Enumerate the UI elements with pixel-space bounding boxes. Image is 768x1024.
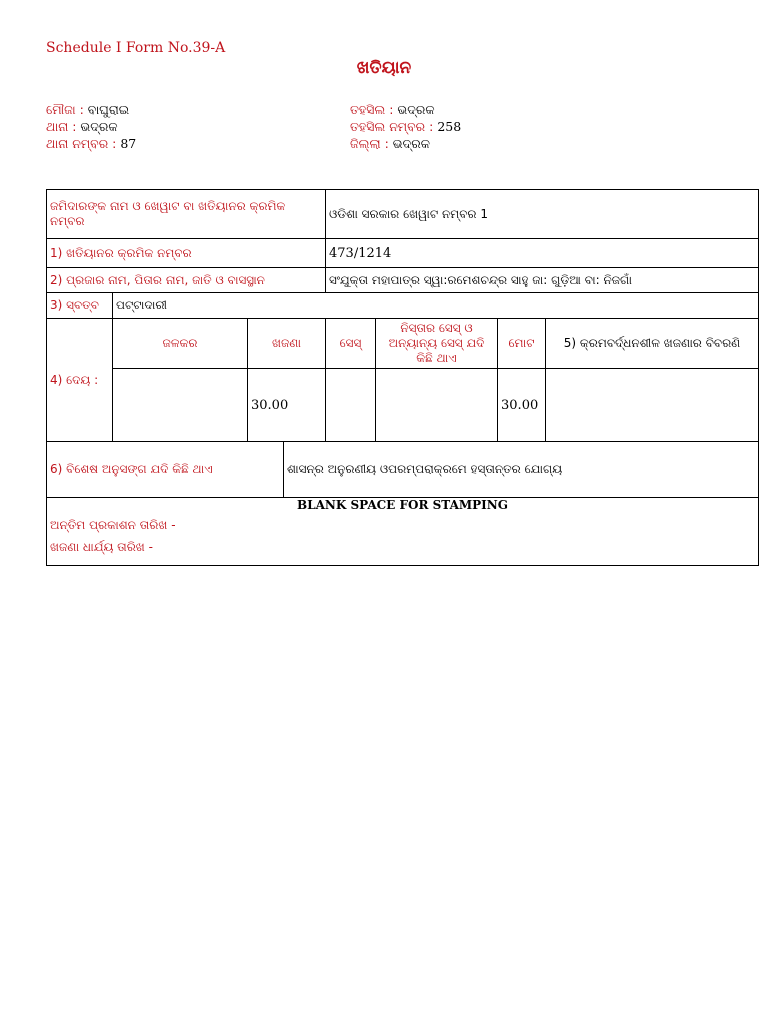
col-total: ମୋଟ (498, 319, 546, 369)
row2-value: ସଂଯୁକ୍ତା ମହାପାତ୍ର ସ୍ୱା:ରମେଶଚନ୍ଦ୍ର ସାହୁ ଜା: ଗୁଡ଼ିଆ ବା: ନିଜଗାଁ (326, 268, 759, 293)
thana-line (46, 118, 136, 135)
tahasil-line (350, 101, 461, 118)
col-nistar: ନିସ୍ତାର ସେସ୍ ଓ ଅନ୍ୟାନ୍ୟ ସେସ୍ ଯଦି କିଛି ଥାଏ (376, 319, 498, 369)
mouza-line (46, 101, 136, 118)
info-right-block (350, 101, 461, 152)
col-jalakar: ଜଳକର (113, 319, 248, 369)
tahasil-no-line (350, 118, 461, 135)
row6-label: 6) ବିଶେଷ ଅନୁସଙ୍ଗ ଯଦି କିଛି ଥାଏ (47, 442, 284, 498)
thana-no-label: ଥାନା ନମ୍ବର : (46, 136, 117, 151)
row1-label: 1) ଖତିୟାନର କ୍ରମିକ ନମ୍ବର (47, 239, 326, 268)
val-cess (326, 369, 376, 442)
col-cess: ସେସ୍ (326, 319, 376, 369)
stamp-heading: BLANK SPACE FOR STAMPING (297, 498, 509, 512)
district-value: ଭଦ୍ରକ (392, 136, 430, 151)
row-6 (47, 442, 759, 498)
row-4-values (47, 369, 759, 442)
tahasil-value: ଭଦ୍ରକ (397, 102, 435, 117)
row2-label: 2) ପ୍ରଜାର ନାମ, ପିତାର ନାମ, ଜାତି ଓ ବାସସ୍ଥାନ (47, 268, 326, 293)
val-khajana: 30.00 (248, 369, 326, 442)
tahasil-no-label: ତହସିଲ ନମ୍ବର : (350, 119, 434, 134)
district-line (350, 135, 461, 152)
final-publication-date-label: ଅନ୍ତିମ ପ୍ରକାଶନ ତାରିଖ - (50, 518, 176, 532)
record-table (46, 189, 759, 566)
district-label: ଜିଲ୍ଲା : (350, 136, 389, 151)
stamp-row (47, 498, 759, 566)
info-left-block (46, 101, 136, 152)
row6-value: ଶାସନ୍ର ଅନୁରଣୀୟ ଓପରମ୍ପରାକ୍ରମେ ହସ୍ତାନ୍ତର ଯୋଗ୍ୟ (284, 442, 759, 498)
val-progressive (546, 369, 759, 442)
col-khajana: ଖଜଣା (248, 319, 326, 369)
mouza-value: ବାଘୁରାଇ (87, 102, 130, 117)
form-number: Schedule I Form No.39-A (46, 40, 226, 56)
row-4-header (47, 319, 759, 369)
val-jalakar (113, 369, 248, 442)
landlord-row (47, 190, 759, 239)
row4-label: 4) ଦେୟ : (47, 319, 113, 442)
row3-label: 3) ସ୍ବତ୍ବ (47, 293, 113, 319)
thana-value: ଭଦ୍ରକ (80, 119, 118, 134)
row-1 (47, 239, 759, 268)
tahasil-no-value: 258 (437, 119, 462, 134)
thana-no-line (46, 135, 136, 152)
landlord-label: ଜମିଦାରଙ୍କ ନାମ ଓ ଖେୱାଟ ବା ଖତିୟାନର କ୍ରମିକ ନମ୍ବର (47, 190, 326, 239)
thana-no-value: 87 (120, 136, 137, 151)
val-nistar (376, 369, 498, 442)
khajana-fixed-date-label: ଖଜଣା ଧାର୍ଯ୍ୟ ତାରିଖ - (50, 540, 153, 554)
row3-value: ପଟ୍ଟାଦାରୀ (113, 293, 759, 319)
row1-value: 473/1214 (326, 239, 759, 268)
col-progressive: 5) କ୍ରମବର୍ଦ୍ଧନଶୀଳ ଖଜଣାର ବିବରଣି (546, 319, 759, 369)
row-2 (47, 268, 759, 293)
tahasil-label: ତହସିଲ : (350, 102, 394, 117)
page-title: ଖତିୟାନ (356, 58, 412, 78)
mouza-label: ମୌଜା : (46, 102, 84, 117)
stamp-cell (47, 498, 759, 566)
landlord-value: ଓଡିଶା ସରକାର ଖେୱାଟ ନମ୍ବର 1 (326, 190, 759, 239)
row-3 (47, 293, 759, 319)
val-total: 30.00 (498, 369, 546, 442)
thana-label: ଥାନା : (46, 119, 77, 134)
